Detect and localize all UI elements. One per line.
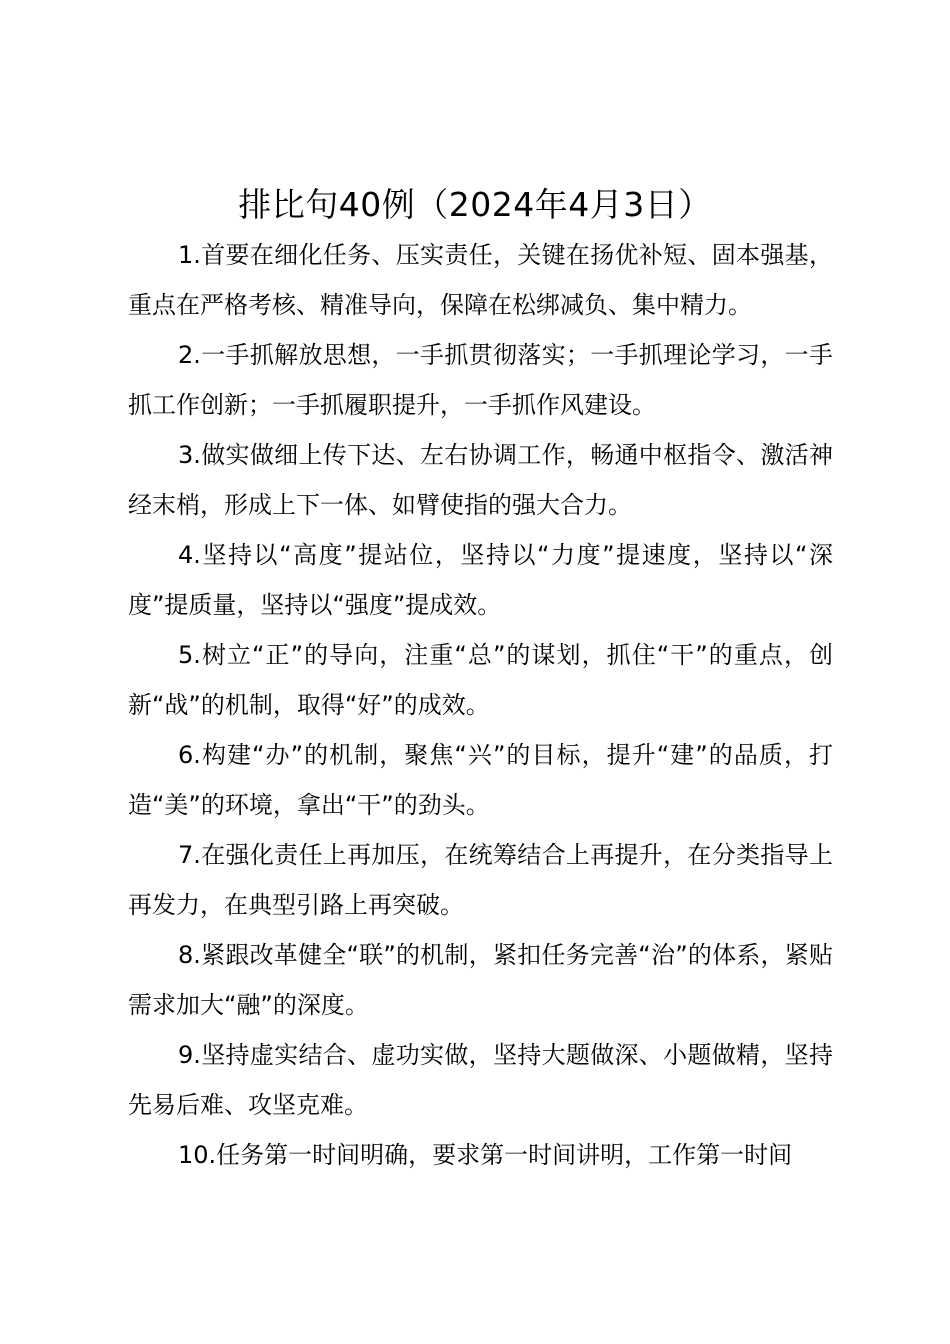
paragraph-10: 10.任务第一时间明确，要求第一时间讲明，工作第一时间 [178, 1141, 793, 1169]
paragraph-2: 2.一手抓解放思想，一手抓贯彻落实；一手抓理论学习，一手抓工作创新；一手抓履职提升，一手抓作风建设。 [128, 341, 833, 419]
paragraph-5: 5.树立“正”的导向，注重“总”的谋划，抓住“干”的重点，创新“战”的机制，取得“好”的成效。 [128, 641, 833, 719]
document-title: 排比句40例（2024年4月3日） [238, 185, 712, 224]
paragraph-9: 9.坚持虚实结合、虚功实做，坚持大题做深、小题做精，坚持先易后难、攻坚克难。 [128, 1041, 833, 1119]
paragraph-4: 4.坚持以“高度”提站位，坚持以“力度”提速度，坚持以“深度”提质量，坚持以“强度”提成效。 [128, 541, 833, 619]
paragraph-3: 3.做实做细上传下达、左右协调工作，畅通中枢指令、激活神经末梢，形成上下一体、如臂使指的强大合力。 [128, 441, 833, 519]
document-body [128, 230, 833, 1180]
paragraph-7: 7.在强化责任上再加压，在统筹结合上再提升，在分类指导上再发力，在典型引路上再突破。 [128, 841, 833, 919]
paragraph-8: 8.紧跟改革健全“联”的机制，紧扣任务完善“治”的体系，紧贴需求加大“融”的深度。 [128, 941, 833, 1019]
paragraph-6: 6.构建“办”的机制，聚焦“兴”的目标，提升“建”的品质，打造“美”的环境，拿出“干”的劲头。 [128, 741, 833, 819]
paragraph-1: 1.首要在细化任务、压实责任，关键在扬优补短、固本强基，重点在严格考核、精准导向，保障在松绑减负、集中精力。 [128, 241, 833, 319]
